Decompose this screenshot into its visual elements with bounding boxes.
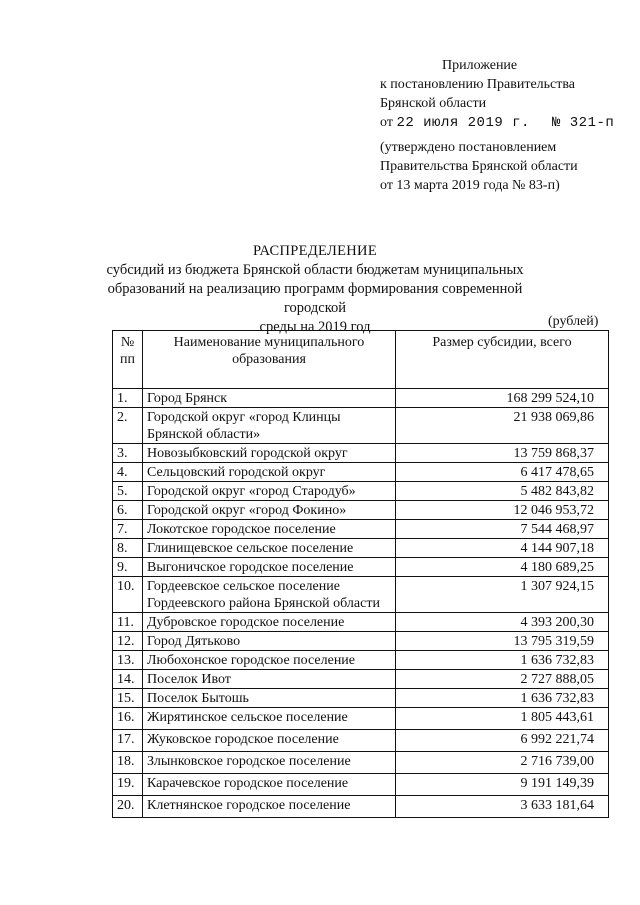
row-amount: 2 716 739,00 [396,752,609,774]
row-amount: 1 805 443,61 [396,708,609,730]
row-amount: 4 393 200,30 [396,613,609,632]
row-number: 4. [113,463,143,482]
row-amount: 7 544 468,97 [396,520,609,539]
table-body [113,389,609,818]
row-amount: 1 636 732,83 [396,651,609,670]
approved-line-2: Правительства Брянской области [380,159,578,174]
table-row [113,651,609,670]
document-subtitle-2: образований на реализацию программ формирования современной городской [107,281,523,316]
row-number: 18. [113,752,143,774]
row-number: 1. [113,389,143,408]
row-number: 15. [113,689,143,708]
row-amount: 2 727 888,05 [396,670,609,689]
row-number: 14. [113,670,143,689]
header-number: № пп [113,331,143,389]
row-municipality: Локотское городское поселение [143,520,396,539]
header-amount: Размер субсидии, всего [396,331,609,389]
header-municipality: Наименование муниципального образования [143,331,396,389]
table-row [113,577,609,613]
row-municipality: Новозыбковский городской округ [143,444,396,463]
approved-note [380,138,578,195]
approved-line-3: от 13 марта 2019 года № 83-п) [380,178,560,193]
row-number: 20. [113,796,143,818]
row-municipality: Городской округ «город Стародуб» [143,482,396,501]
document-subtitle-3: среды на 2019 год [259,319,371,335]
row-municipality: Жирятинское сельское поселение [143,708,396,730]
row-municipality: Жуковское городское поселение [143,730,396,752]
table-row [113,501,609,520]
row-number: 17. [113,730,143,752]
row-number: 19. [113,774,143,796]
row-municipality: Выгоничское городское поселение [143,558,396,577]
row-municipality: Клетнянское городское поселение [143,796,396,818]
row-amount: 168 299 524,10 [396,389,609,408]
row-amount: 4 180 689,25 [396,558,609,577]
row-amount: 4 144 907,18 [396,539,609,558]
row-number: 7. [113,520,143,539]
row-number: 3. [113,444,143,463]
table-row [113,730,609,752]
row-municipality: Гордеевское сельское поселение Гордеевского района Брянской области [143,577,396,613]
row-number: 12. [113,632,143,651]
row-amount: 13 795 319,59 [396,632,609,651]
resolution-date: 22 июля 2019 г. [396,115,530,131]
appendix-line-1: к постановлению Правительства [380,77,576,92]
row-amount: 6 417 478,65 [396,463,609,482]
table-row [113,708,609,730]
table-row [113,632,609,651]
table-row [113,482,609,501]
row-amount: 1 636 732,83 [396,689,609,708]
row-amount: 13 759 868,37 [396,444,609,463]
row-number: 6. [113,501,143,520]
table-row [113,520,609,539]
row-municipality: Дубровское городское поселение [143,613,396,632]
row-number: 9. [113,558,143,577]
row-number: 8. [113,539,143,558]
table-row [113,408,609,444]
appendix-date-line [380,113,614,133]
document-title: РАСПРЕДЕЛЕНИЕ [253,243,377,259]
currency-unit: (рублей) [548,314,599,329]
row-municipality: Любохонское городское поселение [143,651,396,670]
row-number: 11. [113,613,143,632]
row-number: 13. [113,651,143,670]
row-amount: 3 633 181,64 [396,796,609,818]
document-subtitle-1: субсидий из бюджета Брянской области бюджетам муниципальных [106,262,524,278]
row-amount: 5 482 843,82 [396,482,609,501]
table-row [113,389,609,408]
row-municipality: Город Дятьково [143,632,396,651]
table-row [113,558,609,577]
approved-line-1: (утверждено постановлением [380,140,557,155]
row-amount: 1 307 924,15 [396,577,609,613]
table-row [113,670,609,689]
table-row [113,444,609,463]
row-municipality: Злынковское городское поселение [143,752,396,774]
row-municipality: Городской округ «город Клинцы Брянской области» [143,408,396,444]
table-row [113,796,609,818]
table-row [113,752,609,774]
row-municipality: Сельцовский городской округ [143,463,396,482]
table-row [113,689,609,708]
row-amount: 12 046 953,72 [396,501,609,520]
document-heading [100,242,530,337]
row-number: 16. [113,708,143,730]
appendix-block [380,56,614,133]
table-row [113,539,609,558]
table-row [113,463,609,482]
row-number: 10. [113,577,143,613]
row-number: 5. [113,482,143,501]
row-number: 2. [113,408,143,444]
date-prefix: от [380,115,393,130]
row-amount: 6 992 221,74 [396,730,609,752]
appendix-title: Приложение [442,58,518,73]
row-amount: 21 938 069,86 [396,408,609,444]
row-municipality: Поселок Бытошь [143,689,396,708]
table-row [113,613,609,632]
appendix-line-2: Брянской области [380,96,487,111]
row-municipality: Карачевское городское поселение [143,774,396,796]
row-municipality: Город Брянск [143,389,396,408]
subsidy-table [112,330,609,818]
table-row [113,774,609,796]
row-amount: 9 191 149,39 [396,774,609,796]
row-municipality: Глинищевское сельское поселение [143,539,396,558]
row-municipality: Городской округ «город Фокино» [143,501,396,520]
row-municipality: Поселок Ивот [143,670,396,689]
resolution-number: № 321-п [551,115,615,131]
